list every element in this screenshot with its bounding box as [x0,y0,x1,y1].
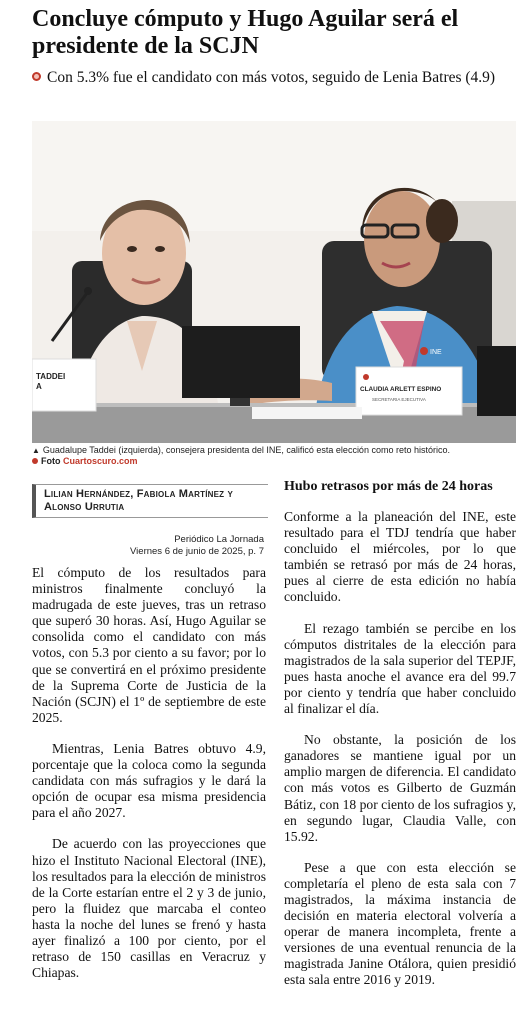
subheadline [32,68,510,87]
credit-dot-icon [32,458,38,464]
nameplate-right-role: SECRETARIA EJECUTIVA [372,397,426,402]
paragraph: Conforme a la planeación del INE, este resultado para el TDJ tendría que haber concluido el miércoles, por lo que también se retrasó por más de 24 horas, pues al cierre de esta edición no había concluido. [284,509,516,605]
article-column-right [284,478,516,1004]
article-column-left [32,565,266,996]
ine-pin-text: INE [430,349,442,356]
nameplate-left-line2: A [36,382,42,391]
caption-line [32,445,516,456]
paragraph: El rezago también se percibe en los cómputos distritales de la elección para magistrados de la sala superior del TEPJF, pues hasta anoche el avance era del 99.7 por ciento y tendría que haber concluido al finalizar el día. [284,620,516,717]
paragraph: Pese a que con esta elección se completaría el pleno de esta sala con 7 magistrados, la máxima instancia de decisión en materia electoral volvería a operar de manera incompleta, frente a versiones de una eventual renuncia de la magistrada Janine Otálora, quien presidió esta sala entre 2016 y 2019. [284,859,516,988]
article-photo [32,121,516,443]
bullet-dot-icon [32,72,41,81]
nameplate-right [356,367,462,415]
triangle-up-icon: ▲ [32,446,40,455]
credit-prefix: Foto [41,456,61,466]
nameplate-left-line1: TADDEI [36,372,66,381]
paragraph: No obstante, la posición de los ganadores se mantiene igual por un amplio margen de diferencia. El candidato con más votos es Gilberto de Guzmán Bátiz, con 18 por ciento de los sufragios y, en segundo lugar, Claudia Valle, con 15.92. [284,732,516,844]
byline: Lilian Hernández, Fabiola Martínez y Alonso Urrutia [32,484,268,518]
monitor [182,326,300,398]
nameplate-left [32,359,96,411]
paragraph: De acuerdo con las proyecciones que hizo el Instituto Nacional Electoral (INE), los resultados para la elección de ministros de la Corte estarían entre el 2 y 3 de junio, pero la fluidez que marcaba el conteo hasta la noche del lunes se frenó y hasta ayer finalizó a 100 por ciento, por el retraso de 150 casillas en Veracruz y Chiapas. [32,836,266,981]
paragraph: Mientras, Lenia Batres obtuvo 4.9, porcentaje que la coloca como la segunda candidata con más sufragios y le dará la opción de ocupar esa misma presidencia para el año 2027. [32,740,266,821]
section-title: Hubo retrasos por más de 24 horas [284,479,493,494]
source-info [32,534,264,558]
photo-illustration [32,121,516,443]
photo-caption [32,445,516,467]
caption-text: Guadalupe Taddei (izquierda), consejera presidenta del INE, calificó esta elección como reto histórico. [42,445,450,455]
subheadline-text: Con 5.3% fue el candidato con más votos, seguido de Lenia Batres (4.9) [47,69,496,86]
headline: Concluye cómputo y Hugo Aguilar será el presidente de la SCJN [32,6,459,59]
credit-source-link[interactable]: Cuartoscuro.com [63,456,138,466]
publication-date: Viernes 6 de junio de 2025, p. 7 [130,546,264,557]
publication-name: Periódico La Jornada [174,534,264,545]
nameplate-right-name: CLAUDIA ARLETT ESPINO [360,386,442,393]
paragraph: El cómputo de los resultados para ministros finalmente concluyó la madrugada de este jueves, tras un retraso que superó 30 horas. Así, Hugo Aguilar se consolida como el candidato con más votos, con 5.3 por ciento a su favor; por lo que se convertirá en el próximo presidente de la Suprema Corte de Justicia de la Nación (SCJN) el 1º de septiembre de este 2025. [32,565,266,725]
photo-credit [32,456,516,467]
